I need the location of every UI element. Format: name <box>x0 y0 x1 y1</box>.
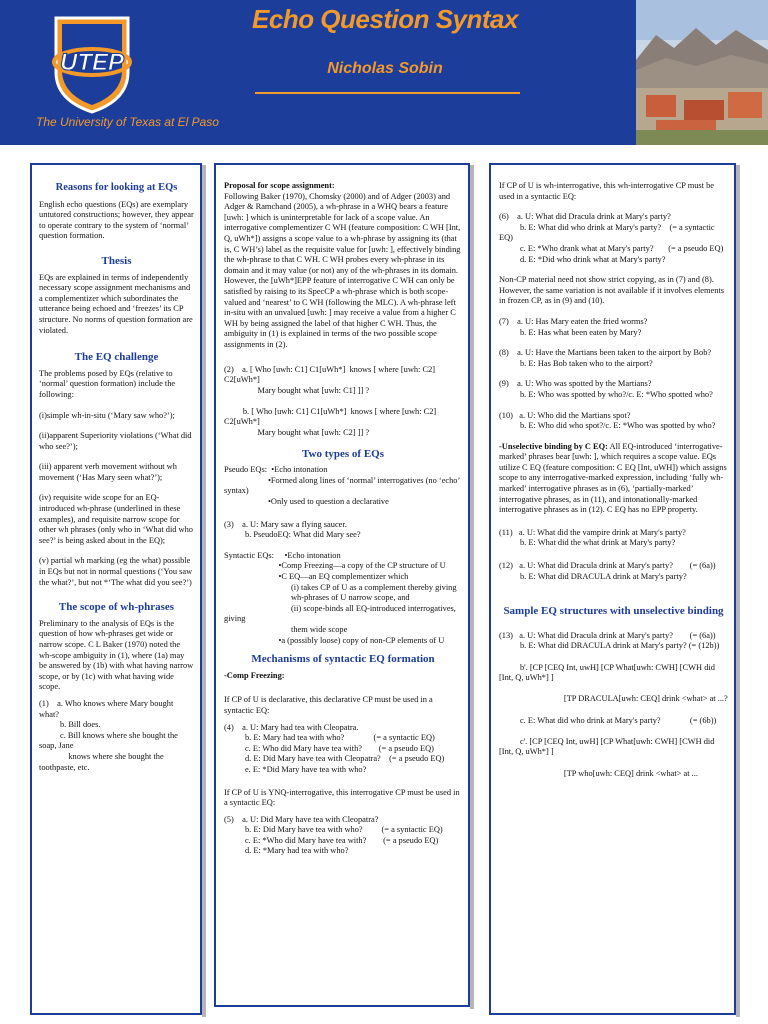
syntactic-eqs: Syntactic EQs: •Echo intonation •Comp Freezing—a copy of the CP structure of U •C EQ—an EQ complementizer which (i) takes CP of U as a complement thereby giving wh-phrases of U narrow scope, and (ii) scope-binds all EQ-introduced interrogatives, giving them wide scope •a (possibly loose) copy of non-CP elements of U <box>224 550 457 645</box>
scope-text: Preliminary to the analysis of EQs is the question of how wh-phrases get wide or narrow scope. C L Baker (1970) noted the wh-scope ambiguity in (1), where (1a) may be answered by (1b) with what having narrow scope, or by (1c) with what having wide scope. <box>39 618 194 692</box>
university-name: The University of Texas at El Paso <box>36 115 219 129</box>
challenge-item: (iv) requisite wide scope for an EQ-introduced wh-phrase (underlined in these examples), and requisite narrow scope for other wh phrases (only who in ‘What did who see?’ is being asked about in the EQ); <box>39 493 193 545</box>
example-11: (11) a. U: What did the vampire drink at Mary's party? b. E: What did the what drink at Mary's party? <box>499 527 686 548</box>
example-6: (6) a. U: What did Dracula drink at Mary's party? b. E: What did who drink at Mary's party? (= a syntactic EQ) c. E: *Who drank what at Mary's party? (= a pseudo EQ) d. E: *Did who drink what at Mary's party? <box>499 212 724 264</box>
example-1: (1) a. Who knows where Mary bought what? b. Bill does. c. Bill knows where she bought the soap, Jane knows where she bought the toothpaste, etc. <box>39 698 178 772</box>
challenge-item: (i)simple wh-in-situ (‘Mary saw who?’); <box>39 410 175 420</box>
poster-author: Nicholas Sobin <box>327 60 443 77</box>
section-title-scope: The scope of wh-phrases <box>58 601 175 614</box>
unselective-text: All EQ-introduced ‘interrogative-marked’ phrases bear [uwh: ], which requires a scope value. EQs utilize C EQ (feature composition: C EQ [Int, uWH]) which assigns scope to any interrogative-marked expression, including ‘fully wh-marked’ interrogative phrases as in (6), ‘partially-marked’ interrogative phrases, as in (11), and intonationally-marked interrogative phrases as in (12). C EQ has no EPP property. <box>499 441 727 515</box>
section-title-thesis: Thesis <box>101 254 132 267</box>
challenge-item: (v) partial wh marking (eg the what) possible in EQs but not in normal questions (‘You saw the what?’, but not *‘The what did you see?’) <box>39 556 193 587</box>
column-shadow <box>202 165 206 1017</box>
example-10: (10) a. U: Who did the Martians spot? b. E: Who did who spot?/c. E: *Who was spotted by who? <box>499 410 716 431</box>
example-4: (4) a. U: Mary had tea with Cleopatra. b. E: Mary had tea with who? (= a syntactic EQ) c. E: Who did Mary have tea with? (= a pseudo EQ) d. E: Did Mary have tea with Cleopatra? (= a pseudo EQ) e. E: *Did Mary have tea with who? <box>224 722 445 774</box>
column-shadow <box>470 165 474 1009</box>
challenge-item: (iii) apparent verb movement without wh movement (‘Has Mary seen what?’); <box>39 462 177 482</box>
unselective-heading: -Unselective binding by C EQ: <box>499 441 608 451</box>
example-8: (8) a. U: Have the Martians been taken to the airport by Bob? b. E: Has Bob taken who to the airport? <box>499 348 712 368</box>
section-title-sample: Sample EQ structures with unselective binding <box>503 605 724 618</box>
column-right <box>489 163 736 1015</box>
example-9: (9) a. U: Who was spotted by the Martians? b. E: Who was spotted by who?/c. E: *Who spotted who? <box>499 379 713 399</box>
column-middle <box>214 163 470 1007</box>
reasons-text: English echo questions (EQs) are exemplary untutored constructions; however, they appear to operate contrary to the system of ‘normal’ question formation. <box>39 199 194 241</box>
example-2: (2) a. [ Who [uwh: C1] C1[uWh*] knows [ where [uwh: C2] C2[uWh*] Mary bought what [uwh: C1] ]] ? b. [ Who [uwh: C1] C1[uWh*] knows [ where [uwh: C2] C2[uWh*] Mary bought what [uwh: C2] ]] ? <box>224 364 437 438</box>
pseudo-eqs: Pseudo EQs: •Echo intonation •Formed along lines of ‘normal’ interrogatives (no ‘echo’ syntax) •Only used to question a declarative <box>224 465 460 507</box>
section-title-reasons: Reasons for looking at EQs <box>55 182 178 193</box>
non-cp-text: Non-CP material need not show strict copying, as in (7) and (8). However, the same variation is not available if it involves elements in frozen CP, as in (9) and (10). <box>499 275 725 306</box>
poster-header <box>0 0 768 145</box>
section-title-types: Two types of EQs <box>302 447 384 460</box>
declarative-text: If CP of U is declarative, this declarative CP must be used in a syntactic EQ: <box>224 695 433 715</box>
proposal-text: Following Baker (1970), Chomsky (2000) and of Adger (2003) and Adger & Ramchand (2005), a wh-phrase in a WHQ bears a feature [uwh: ] which is uninterpretable for lack of a scope value. An interrogative complementizer C WH (feature composition: C WH [Int, Q, uWh*]) assigns a scope value to a wh-phrase by assigning its (that is, C WH’s) label as the requisite value for [uwh: ], effectively binding the wh-phrase to that C WH. C WH probes every wh-phrase in its domain and it may value (or not) any of the wh-phrases in its domain. However, the [uWh*]EPP feature of interrogative C WH can only be satisfied by raising to its SpecCP a wh-phrase which is both scope-valued and ‘nearest’ to C WH (following the MLC). A wh-phrase left in-situ with an unvalued [uwh: ] may receive a value from a higher C WH by being assigned the label of that higher C WH. Thus, the ambiguity in (1) is explained in terms of the two possible scope assignments in (2). <box>224 191 461 349</box>
example-7: (7) a. U: Has Mary eaten the fried worms? b. E: Has what been eaten by Mary? <box>499 316 648 337</box>
title-underline <box>255 92 520 94</box>
proposal-title: Proposal for scope assignment: <box>224 181 335 190</box>
svg-text:UTEP: UTEP <box>59 49 125 76</box>
column-shadow <box>736 165 740 1017</box>
challenge-intro: The problems posed by EQs (relative to ‘normal’ question formation) include the following: <box>39 368 176 399</box>
campus-photo <box>636 0 768 145</box>
example-12: (12) a. U: What did Dracula drink at Mary's party? (= (6a)) b. E: What did DRACULA drink at Mary's party? <box>499 561 716 581</box>
challenge-item: (ii)apparent Superiority violations (‘What did who see?’); <box>39 431 192 451</box>
section-title-challenge: The EQ challenge <box>74 351 159 364</box>
comp-freezing-heading: -Comp Freezing: <box>224 670 285 680</box>
ynq-text: If CP of U is YNQ-interrogative, this interrogative CP must be used in a syntactic EQ: <box>224 787 460 808</box>
example-13: (13) a. U: What did Dracula drink at Mary's party? (= (6a)) b. E: What did DRACULA drink at Mary's party? (= (12b)) b'. [CP [CEQ Int, uwH] [CP What[uwh: CWH] [CWH did [Int, Q, uWh*] ] [TP DRACULA[uwh: CEQ] drink <what> at ...? c. E: What did who drink at Mary's party? (= (6b)) c'. [CP [CEQ Int, uwH] [CP What[uwh: CWH] [CWH did [Int, Q, uWh*] ] [TP who[uwh: CEQ] drink <what> at ... <box>499 630 728 778</box>
wh-interrogative-text: If CP of U is wh-interrogative, this wh-interrogative CP must be used in a syntactic EQ: <box>499 181 715 201</box>
example-3: (3) a. U: Mary saw a flying saucer. b. PseudoEQ: What did Mary see? <box>224 519 361 540</box>
thesis-text: EQs are explained in terms of independently necessary scope assignment mechanisms and a complementizer which subordinates the utterance being echoed and ‘freezes’ its CP structure. No norms of question formation are violated. <box>39 272 193 335</box>
section-title-mechanisms: Mechanisms of syntactic EQ formation <box>251 653 435 666</box>
utep-logo <box>50 12 134 114</box>
example-5: (5) a. U: Did Mary have tea with Cleopatra? b. E: Did Mary have tea with who? (= a syntactic EQ) c. E: *Who did Mary have tea with? (= a pseudo EQ) d. E: *Mary had tea with who? <box>224 814 443 856</box>
poster-title: Echo Question Syntax <box>252 4 518 34</box>
column-left <box>30 163 202 1015</box>
